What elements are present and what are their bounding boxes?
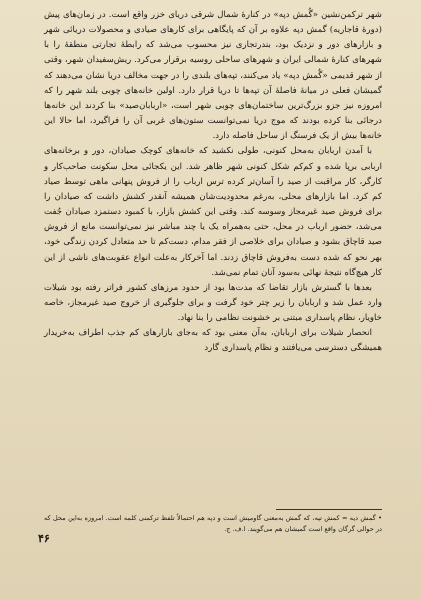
paragraph-4: انحصار شیلات برای اربابان، به‌آن معنی بود که به‌جای بازارهای کم جذب اطراف به‌خریدار همیشگی دسترسی می‌یافتند و نظام پاسداری گارد (44, 328, 382, 354)
paragraph-1: شهر ترکمن‌نشین «گُمش دپه» در کنارهٔ شمال شرقی دریای خزر واقع است. در زمان‌های پیش (دورهٔ قاجاریه) گمش دپه علاوه بر آن که پایگاهی برای کارهای صیادی و محصولات دریائی شهر و بازارهای دور و نزدیک بود، بندرتجاری نیز محسوب می‌شد که رابطهٔ تجارتی منطقهٔ را با شهرهای کنارهٔ شمالی ایران و شهرهای ساحلی روسیه برقرار می‌کرد. ریش‌سفیدان شهر، وقتی از شهر قدیمی «گُمش دپه» یاد می‌کنند، تپه‌های بلندی را در جهت مخالف دریا نشان می‌دهند که گمیشان فعلی در میانهٔ فاصلهٔ آن تپه‌ها تا دریا قرار دارد. اولین خانه‌های چوبی بلند شهر را که امروزه نیز جزو بزرگ‌ترین ساختمان‌های چوبی شهر است، «اربابان‌صید» بنا کردند این خانه‌ها درجائی بنا کرده بودند که موج دریا نمی‌توانست ستون‌های غربی آن را فراگیرد، اما حالا این خانه‌ها بیش از یک فرسنگ از ساحل فاصله دارد. (44, 10, 382, 142)
paragraph-3: بعدها با گسترش بازار تقاضا که مدت‌ها بود از حدود مرزهای کشور فراتر رفته بود شیلات وارد عمل شد و اربابان را زیر چتر خود گرفت و برای جلوگیری از خروج صید غیرمجاز، خاصه خاویار، نظام پاسداری مبتنی بر خشونت نظامی را بنا نهاد. (44, 282, 382, 324)
footnote: • گمش دپه = کمش تپه، که گمش به‌معنی گاومیش است و دپه هم احتمالاً تلفظ ترکمنی کلمه است. امروزه به‌این محل که در حوالی گرگان واقع است گمیشان هم می‌گویند. ا.ف. ج. (44, 514, 382, 533)
main-text (44, 8, 382, 357)
footnote-divider (276, 509, 382, 510)
page-number: ۴۶ (38, 532, 50, 545)
paragraph-2: با آمدن اربابان به‌محل کنونی، طولی نکشید که خانه‌های کوچک صیادان، دور و برخانه‌های اربابی برپا شده و کم‌کم شکل کنونی شهر ظاهر شد. این یکجائی محل سکونت صاحب‌کار و کارگر، کار مراقبت از صید را آسان‌تر کرده ترس ارباب را از فروش پنهانی ماهی توسط صیاد کم کرد. اما بازارهای محلی، به‌رغم محدودیت‌شان همیشه آنقدر کشش داشت که صیادان را برای فروش صید غیرمجاز وسوسه کند. وقتی این کشش بازار، با کمبود دستمزد صیادان جُفت می‌شد، حضور ارباب در محل، حتی به‌همراه یک یا چند مباشر نیز نمی‌توانست مانع از فروش صید قاچاق بشود و صیادان برای خلاصی از فقر مدام، دست‌کم تا حد متعادل کردن زندگی خود، بهر نحو که شده دست به‌فروش قاچاق زدند. اما آخرکار به‌علت انواع عقوبت‌های ناشی از این کار هیچ‌گاه نتیجهٔ نهائی به‌سود آنان تمام نمی‌شد. (44, 146, 382, 278)
